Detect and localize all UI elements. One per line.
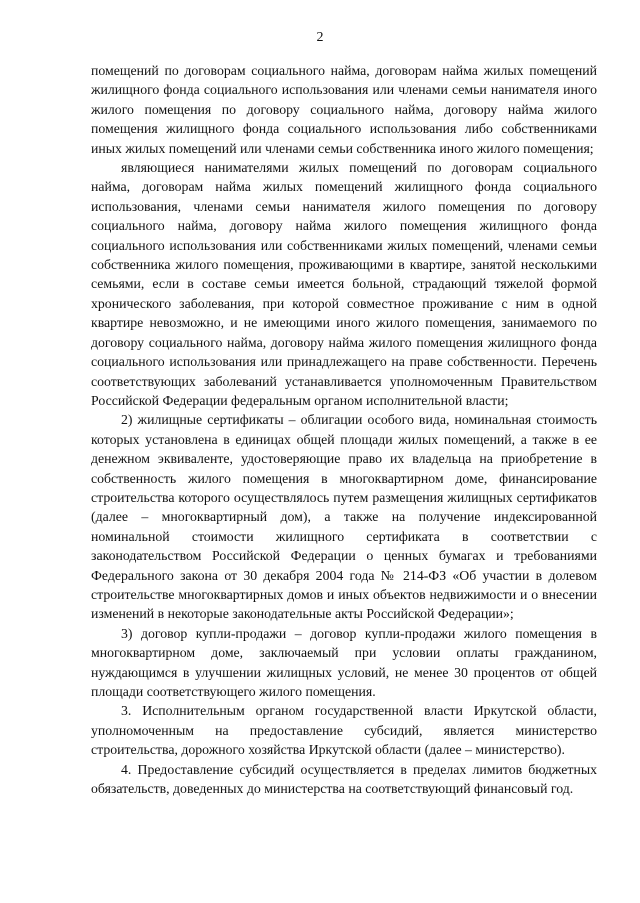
- document-body: [91, 61, 597, 798]
- paragraph-continuation: помещений по договорам социального найма, договорам найма жилых помещений жилищного фонда социального использования или членами семьи нанимателя иного жилого помещения по договору социального найма, договору найма жилого помещения жилищного фонда социального использования либо собственниками иных жилых помещений или членами семьи собственника иного жилого помещения;: [91, 63, 597, 156]
- paragraph-housing-certificates: 2) жилищные сертификаты – облигации особого вида, номинальная стоимость которых установлена в единицах общей площади жилых помещений, а также в ее денежном эквиваленте, удостоверяющие право их владельца на приобретение в собственность жилого помещения в многоквартирном доме, финансирование строительства которого осуществлялось путем размещения жилищных сертификатов (далее – многоквартирный дом), а также на получение индексированной номинальной стоимости жилищного сертификата в соответствии с законодательством Российской Федерации о ценных бумагах и требованиями Федерального закона от 30 декабря 2004 года № 214-ФЗ «Об участии в долевом строительстве многоквартирных домов и иных объектов недвижимости и о внесении изменений в некоторые законодательные акты Российской Федерации»;: [91, 412, 597, 622]
- paragraph-executive-body: 3. Исполнительным органом государственной власти Иркутской области, уполномоченным на предоставление субсидий, является министерство строительства, дорожного хозяйства Иркутской области (далее – министерство).: [91, 703, 597, 758]
- paragraph-tenants: являющиеся нанимателями жилых помещений по договорам социального найма, договорам найма жилых помещений жилищного фонда социального использования, членами семьи нанимателя жилого помещения по договору социального найма, договору найма жилого помещения жилищного фонда социального использования или собственниками жилых помещений, членами семьи собственника жилого помещения, проживающими в квартире, занятой несколькими семьями, если в составе семьи имеется больной, страдающий тяжелой формой хронического заболевания, при которой совместное проживание с ним в одной квартире невозможно, и не имеющими иного жилого помещения, занимаемого по договору социального найма, договору найма жилого помещения жилищного фонда социального использования или принадлежащего на праве собственности. Перечень соответствующих заболеваний устанавливается уполномоченным Правительством Российской Федерации федеральным органом исполнительной власти;: [91, 160, 597, 408]
- page-number: 2: [316, 30, 324, 45]
- paragraph-sale-contract: 3) договор купли-продажи – договор купли-продажи жилого помещения в многоквартирном доме, заключаемый при условии оплаты гражданином, нуждающимся в улучшении жилищных условий, не менее 30 процентов от общей площади соответствующего жилого помещения.: [91, 625, 597, 699]
- paragraph-budget-limits: 4. Предоставление субсидий осуществляется в пределах лимитов бюджетных обязательств, доведенных до министерства на соответствующий финансовый год.: [91, 761, 597, 797]
